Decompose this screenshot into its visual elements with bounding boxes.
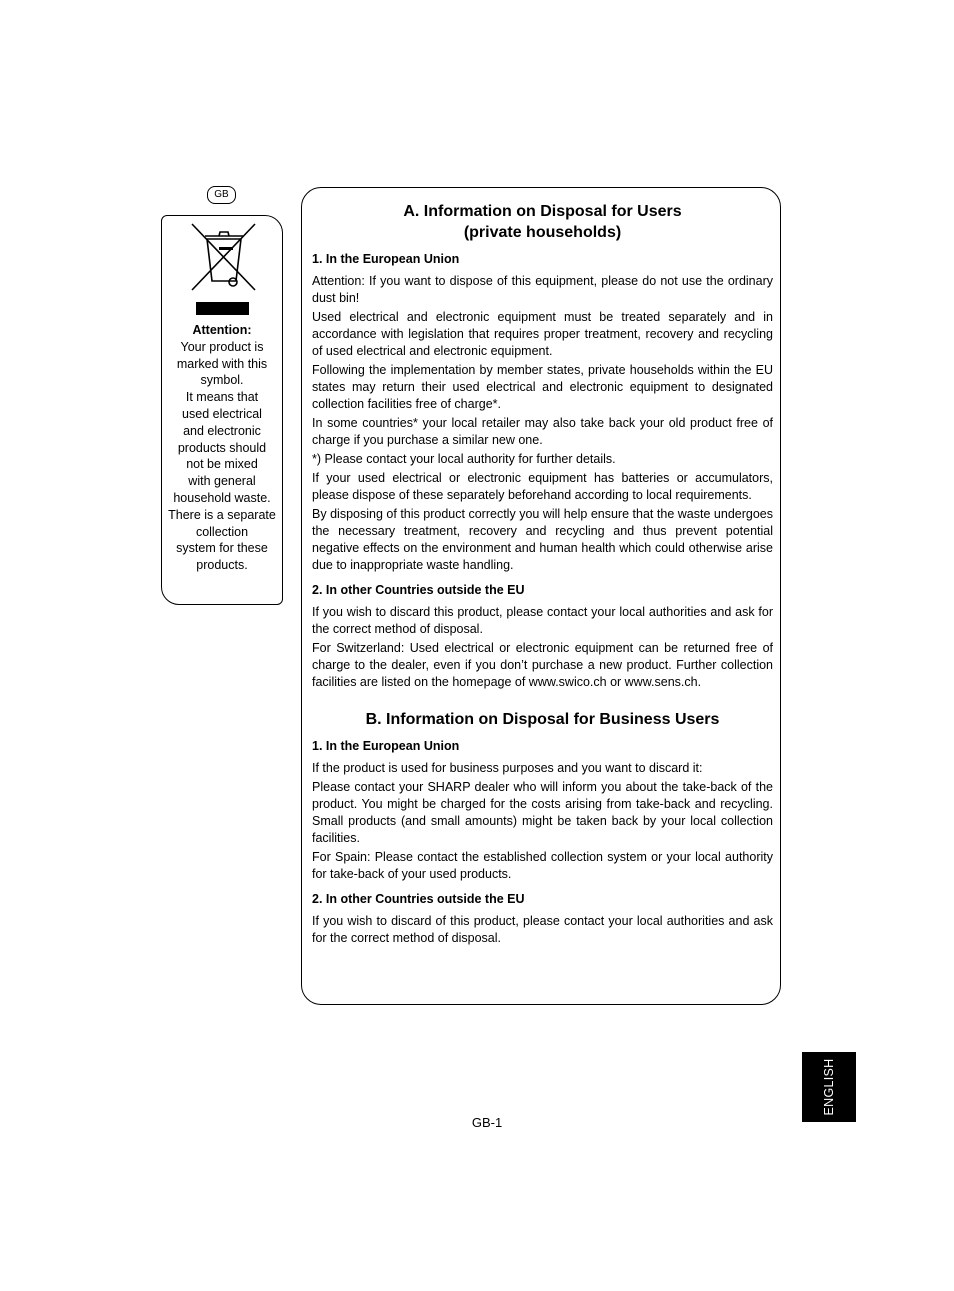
paragraph: For Switzerland: Used electrical or electronic equipment can be returned free of charge to the dealer, even if you don’t purchase a new product. Further collection facilities are listed on the homepage of www.swico.ch or www.sens.ch.	[312, 641, 773, 689]
black-bar	[196, 302, 249, 315]
attention-line: not be mixed	[186, 457, 258, 472]
section-a-title	[312, 201, 773, 243]
language-tab	[802, 1052, 856, 1122]
paragraph: Following the implementation by member states, private households within the EU states may return their used electrical and electronic equipment to designated collection facilities free of charge*.	[312, 363, 773, 411]
attention-line: symbol.	[200, 373, 244, 388]
paragraph: For Spain: Please contact the established collection system or your local authority for take-back of your used products.	[312, 850, 773, 881]
paragraph: Please contact your SHARP dealer who will inform you about the take-back of the product. You might be charged for the costs arising from take-back and recycling. Small products (and small amounts) might be taken back by your local collection facilities.	[312, 780, 773, 845]
paragraph: Attention: If you want to dispose of this equipment, please do not use the ordinary dust bin!	[312, 274, 773, 305]
attention-line: There is a separate	[168, 507, 276, 522]
page-number: GB-1	[471, 1115, 503, 1130]
attention-line: Your product is	[180, 339, 264, 354]
section-b-title: B. Information on Disposal for Business Users	[365, 711, 720, 728]
language-badge: GB	[207, 186, 236, 204]
attention-line: used electrical	[182, 406, 262, 421]
attention-line: and electronic	[183, 423, 261, 438]
attention-line: It means that	[185, 390, 259, 405]
weee-attention-box	[161, 215, 283, 605]
paragraph: If you wish to discard of this product, please contact your local authorities and ask for the correct method of disposal.	[312, 914, 773, 945]
section-b-subheading-eu: 1. In the European Union	[312, 739, 460, 753]
attention-line: with general	[188, 474, 256, 489]
section-b-subheading-outside-eu: 2. In other Countries outside the EU	[312, 892, 525, 906]
crossed-out-bin-icon	[189, 221, 259, 293]
section-a-subheading-eu: 1. In the European Union	[312, 252, 460, 266]
attention-line: household waste.	[173, 490, 271, 505]
language-tab-label: ENGLISH	[822, 1058, 836, 1116]
disposal-content	[312, 201, 773, 949]
section-a-title-line1: A. Information on Disposal for Users	[403, 203, 682, 220]
attention-line: products.	[196, 558, 248, 573]
attention-line: system for these	[176, 541, 268, 556]
attention-label: Attention:	[192, 323, 252, 337]
attention-line: products should	[177, 440, 267, 455]
section-a-subheading-outside-eu: 2. In other Countries outside the EU	[312, 583, 525, 597]
attention-line: collection	[195, 524, 249, 539]
section-a-title-line2: (private households)	[463, 224, 622, 241]
paragraph: If your used electrical or electronic equipment has batteries or accumulators, please dispose of these separately beforehand according to local requirements.	[312, 471, 773, 502]
attention-line: marked with this	[176, 356, 268, 371]
paragraph: If the product is used for business purposes and you want to discard it:	[312, 761, 703, 775]
attention-text	[166, 322, 278, 574]
paragraph: If you wish to discard this product, please contact your local authorities and ask for the correct method of disposal.	[312, 605, 773, 636]
paragraph: By disposing of this product correctly you will help ensure that the waste undergoes the necessary treatment, recovery and recycling and thus prevent potential negative effects on the environment and human health which could otherwise arise due to inappropriate waste handling.	[312, 507, 773, 572]
paragraph: *) Please contact your local authority for further details.	[312, 452, 616, 466]
disposal-info-box	[301, 187, 781, 1005]
paragraph: In some countries* your local retailer may also take back your old product free of charge if you purchase a similar new one.	[312, 416, 773, 447]
paragraph: Used electrical and electronic equipment must be treated separately and in accordance with legislation that requires proper treatment, recovery and recycling of used electrical and electronic equipment.	[312, 310, 773, 358]
